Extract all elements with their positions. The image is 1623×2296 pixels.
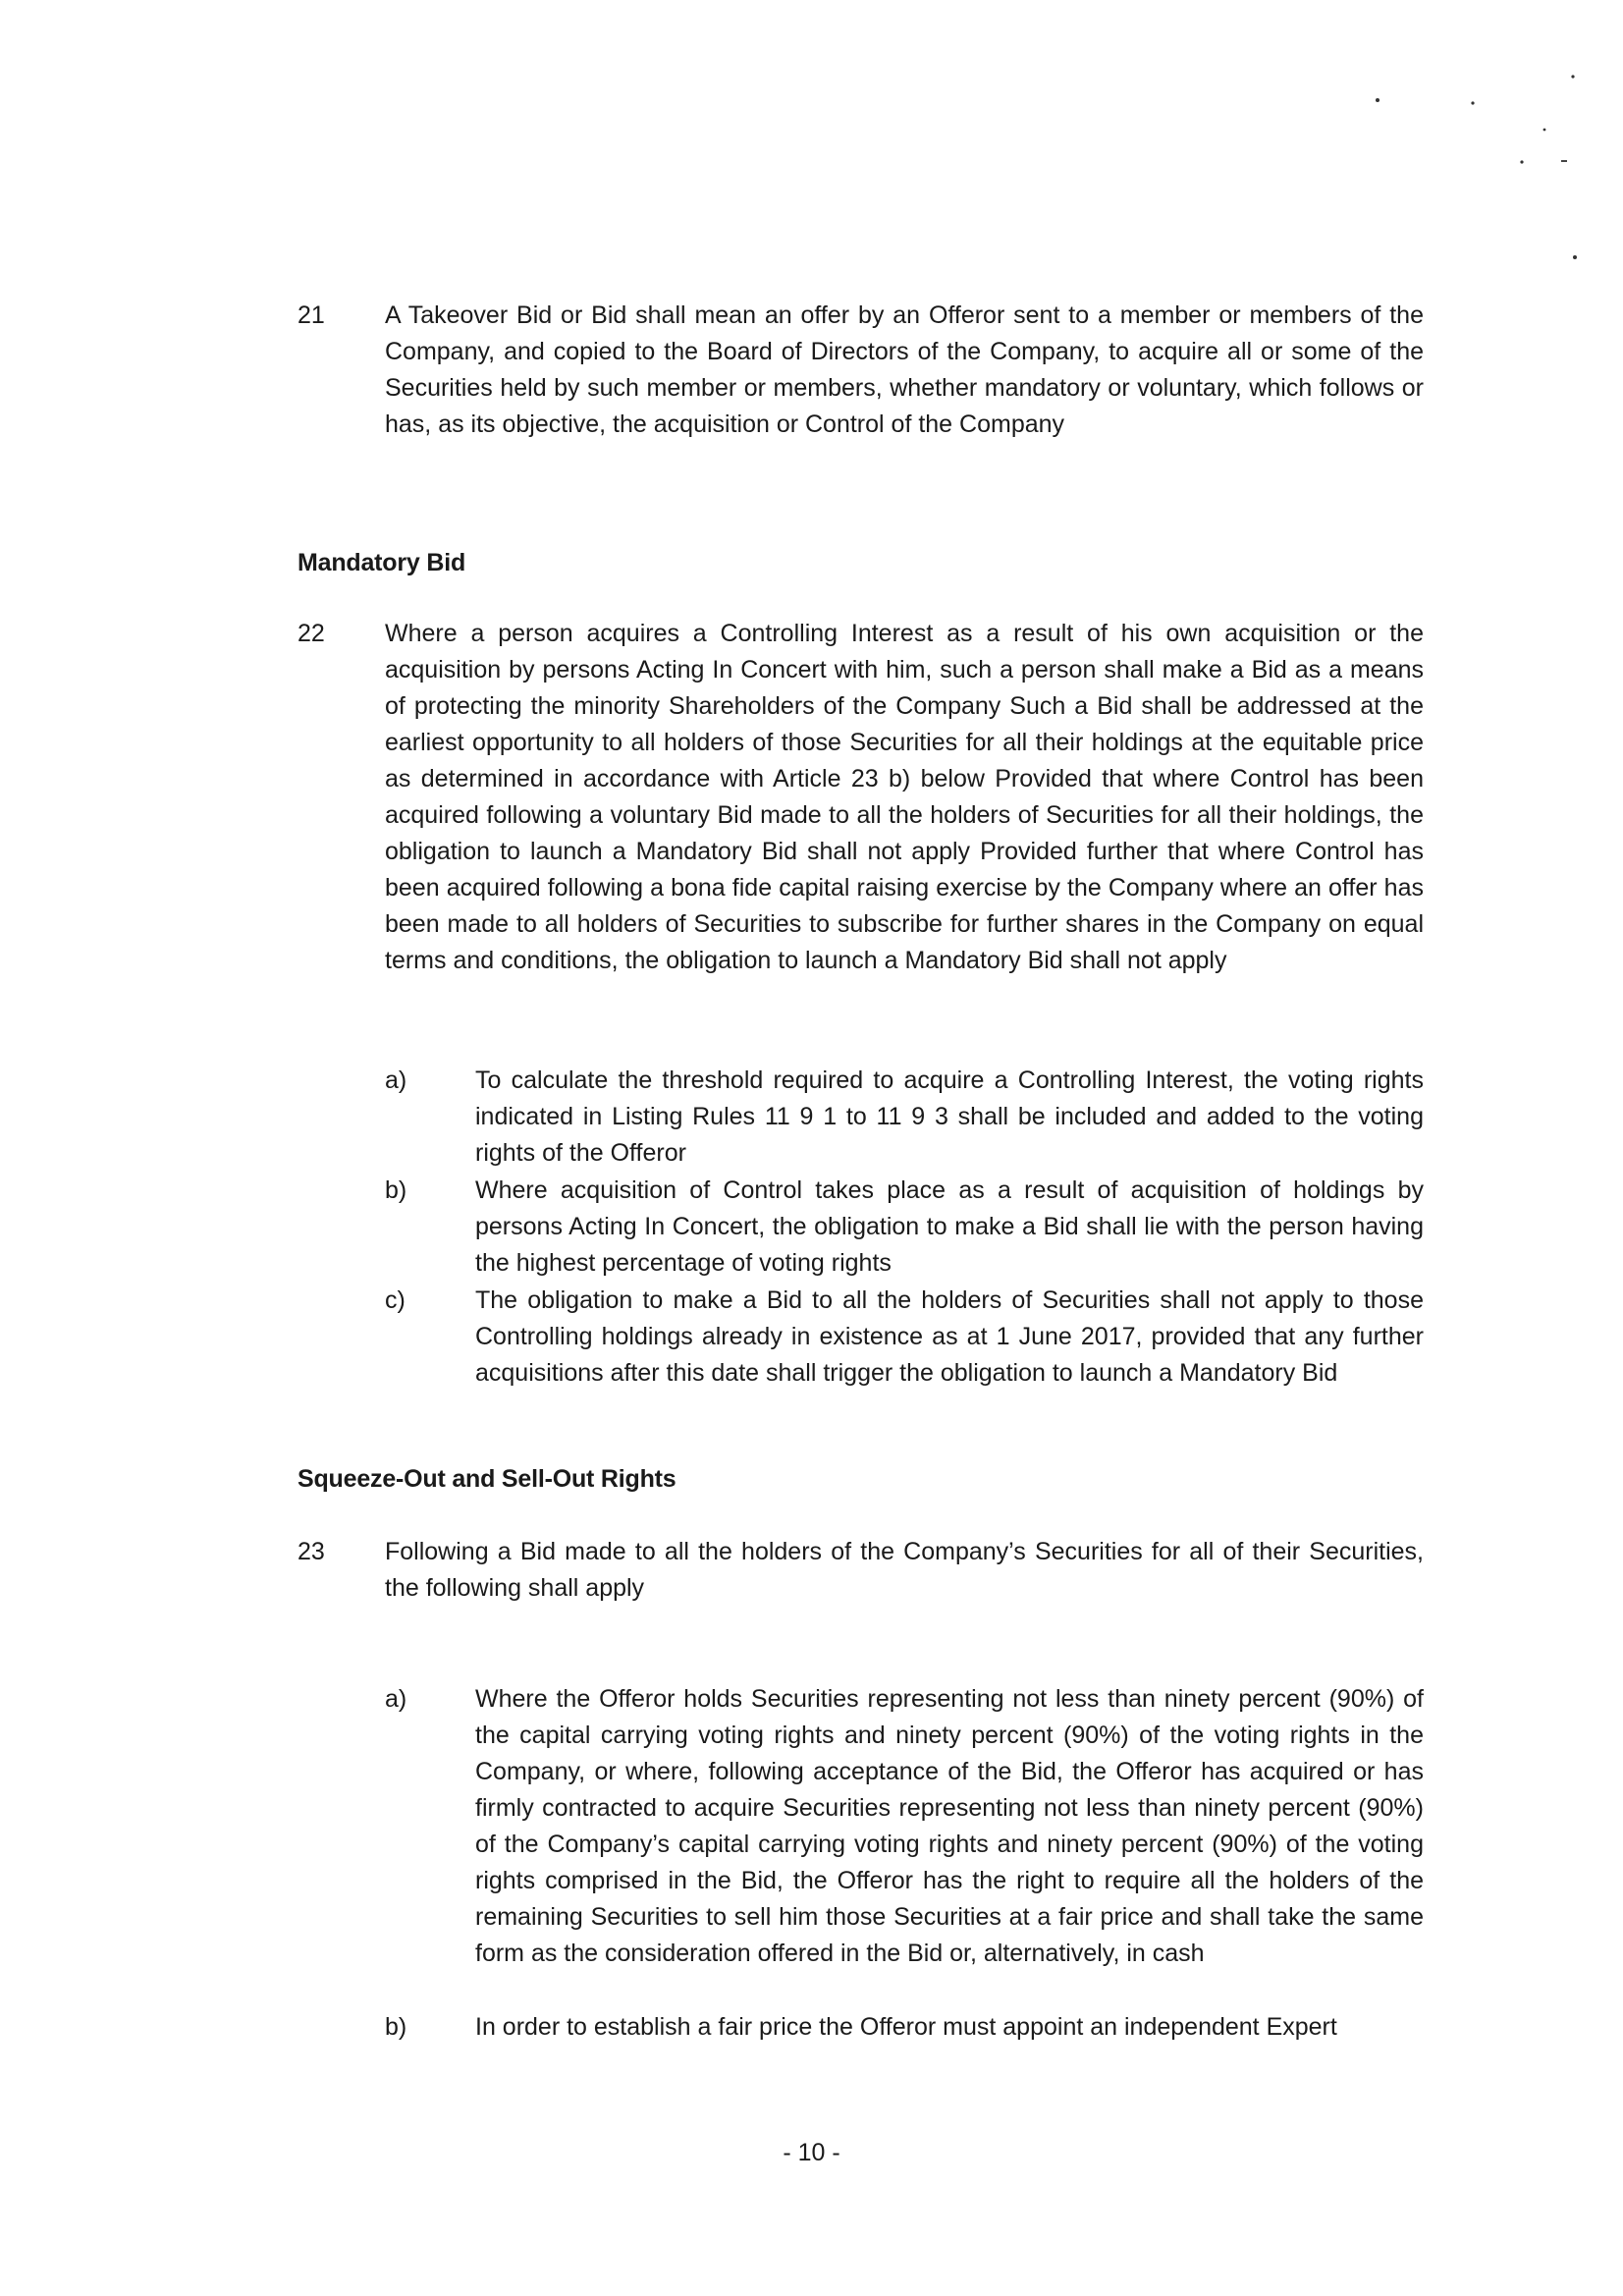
clause-22-text: Where a person acquires a Controlling Interest as a result of his own acquisition or the acquisition by persons Acting In Concert with him, such a person shall make a Bid as a means of protecting the minority Shareholders of the Company Such a Bid shall be addressed at the earliest opportunity to all holders of those Securities for all their holdings at the equitable price as determined in accordance with Article 23 b) below Provided that where Control has been acquired following a voluntary Bid made to all the holders of Securities for all their holdings, the obligation to launch a Mandatory Bid shall not apply Provided further that where Control has been acquired following a bona fide capital raising exercise by the Company where an offer has been made to all holders of Securities to subscribe for further shares in the Company on equal terms and conditions, the obligation to launch a Mandatory Bid shall not apply bbox=[385, 620, 1424, 974]
page-number: - 10 - bbox=[783, 2139, 840, 2166]
scan-speck bbox=[1573, 255, 1577, 259]
clause-21-number: 21 bbox=[298, 301, 325, 329]
scan-speck bbox=[1471, 101, 1474, 104]
scan-speck bbox=[1571, 75, 1574, 78]
clause-22-item-a-label: a) bbox=[385, 1066, 407, 1094]
clause-22-item-a-text: To calculate the threshold required to acquire a Controlling Interest, the voting rights indicated in Listing Rules 11 9 1 to 11 9 3 shall be included and added to the voting rights of the Offeror bbox=[475, 1066, 1424, 1167]
clause-23-number: 23 bbox=[298, 1538, 325, 1565]
clause-23-item-a-text: Where the Offeror holds Securities representing not less than ninety percent (90%) of the capital carrying voting rights and ninety percent (90%) of the voting rights in the Company, or where, following acceptance of the Bid, the Offeror has acquired or has firmly contracted to acquire Securities representing not less than ninety percent (90%) of the Company’s capital carrying voting rights and ninety percent (90%) of the voting rights comprised in the Bid, the Offeror has the right to require all the holders of the remaining Securities to sell him those Securities at a fair price and shall take the same form as the consideration offered in the Bid or, alternatively, in cash bbox=[475, 1685, 1424, 1967]
scan-speck bbox=[1376, 98, 1380, 102]
clause-22-item-c-label: c) bbox=[385, 1286, 406, 1314]
scan-speck bbox=[1543, 129, 1546, 132]
clause-23-item-b-label: b) bbox=[385, 2013, 407, 2041]
clause-23-text: Following a Bid made to all the holders of the Company’s Securities for all of their Securities, the following shall apply bbox=[385, 1538, 1424, 1602]
scan-speck bbox=[1561, 160, 1567, 162]
clause-22-item-c-text: The obligation to make a Bid to all the holders of Securities shall not apply to those Controlling holdings already in existence as at 1 June 2017, provided that any further acquisitions after this date shall trigger the obligation to launch a Mandatory Bid bbox=[475, 1286, 1424, 1387]
scan-speck bbox=[1520, 160, 1523, 163]
clause-23-item-a-label: a) bbox=[385, 1685, 407, 1713]
squeeze-out-heading: Squeeze-Out and Sell-Out Rights bbox=[298, 1465, 676, 1493]
clause-22-item-b-text: Where acquisition of Control takes place as a result of acquisition of holdings by persons Acting In Concert, the obligation to make a Bid shall lie with the person having the highest percentage of voting rights bbox=[475, 1176, 1424, 1277]
clause-22-item-b-label: b) bbox=[385, 1176, 407, 1204]
clause-22-number: 22 bbox=[298, 620, 325, 647]
scan-specks bbox=[0, 0, 1623, 295]
clause-21-text: A Takeover Bid or Bid shall mean an offer by an Offeror sent to a member or members of the Company, and copied to the Board of Directors of the Company, to acquire all or some of the Securities held by such member or members, whether mandatory or voluntary, which follows or has, as its objective, the acquisition or Control of the Company bbox=[385, 301, 1424, 438]
mandatory-bid-heading: Mandatory Bid bbox=[298, 549, 466, 576]
clause-23-item-b-text: In order to establish a fair price the Offeror must appoint an independent Expert bbox=[475, 2013, 1337, 2041]
